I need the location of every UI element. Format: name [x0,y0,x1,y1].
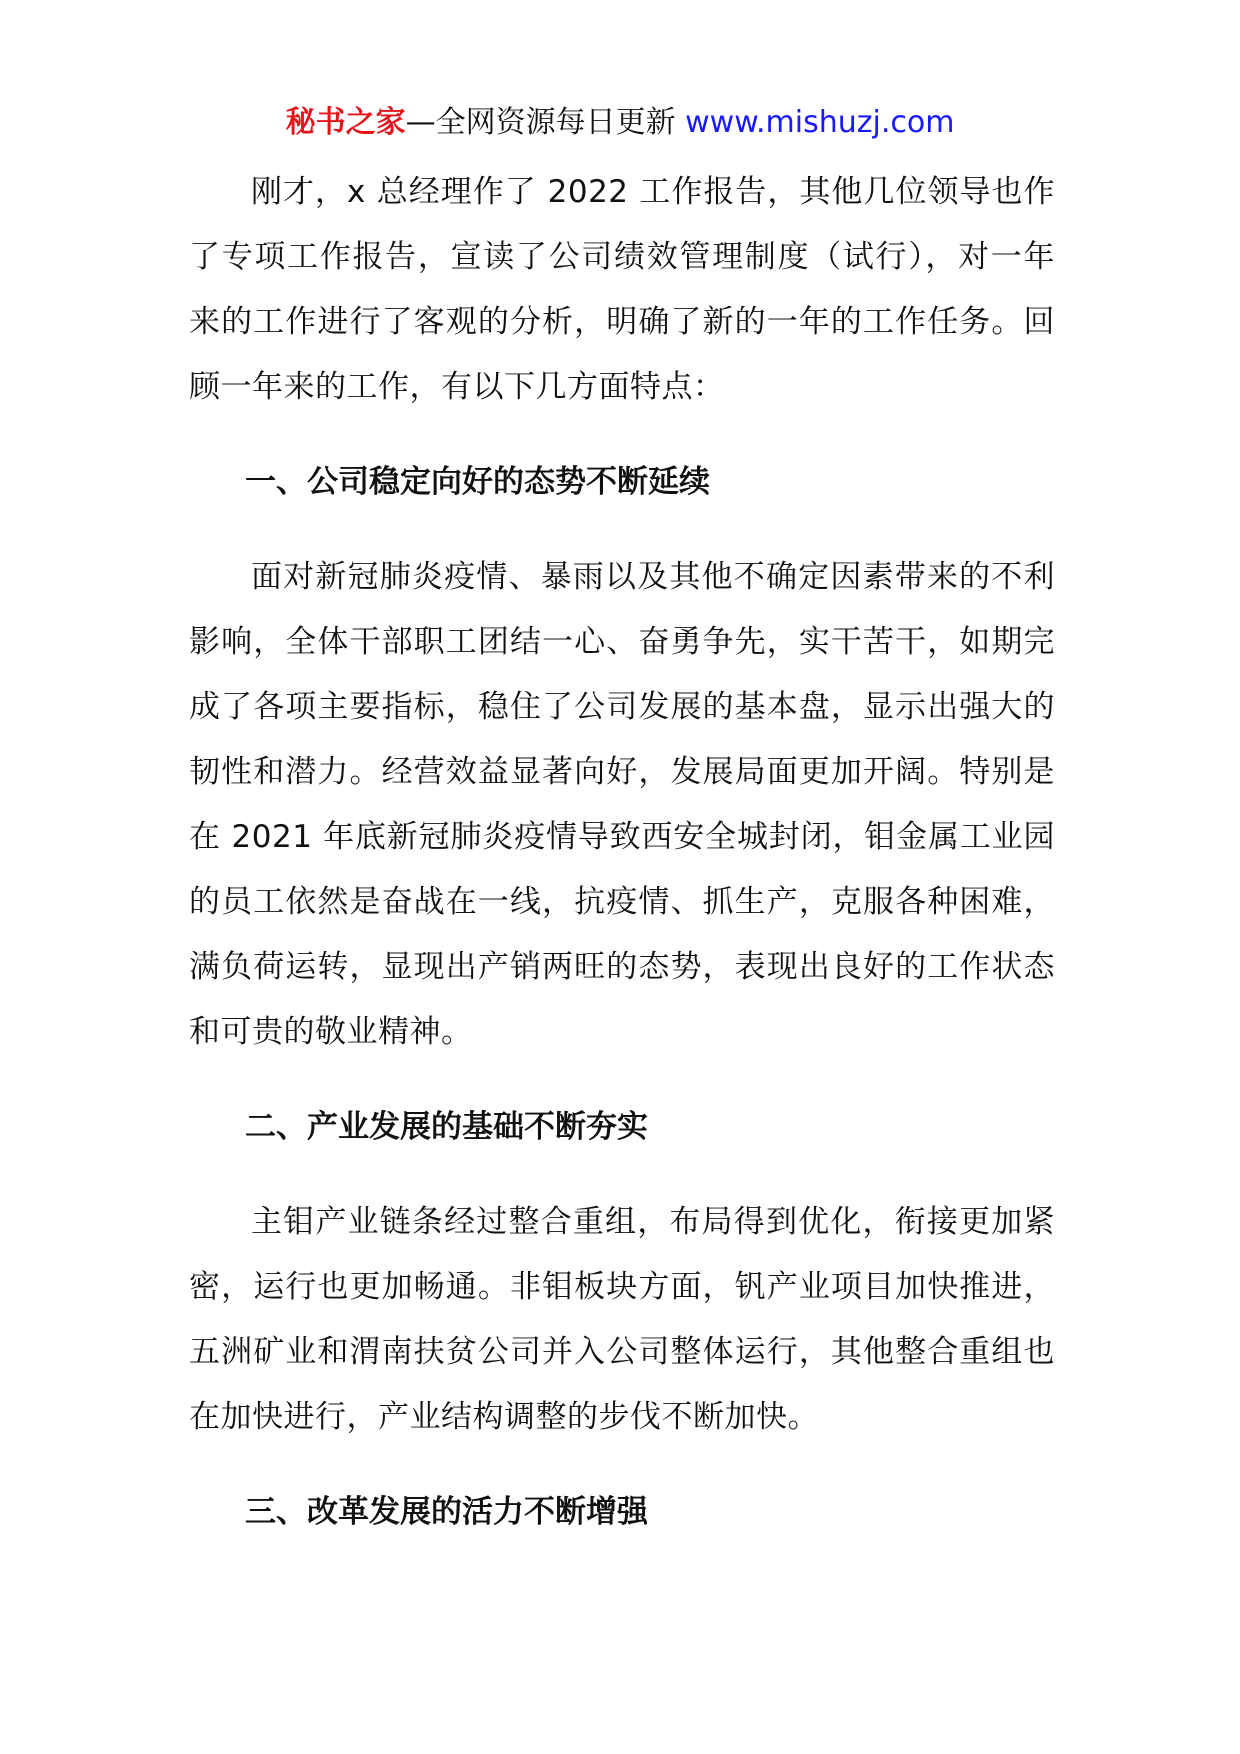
section-paragraph-1: 面对新冠肺炎疫情、暴雨以及其他不确定因素带来的不利影响，全体干部职工团结一心、奋勇争先，实干苦干，如期完成了各项主要指标，稳住了公司发展的基本盘，显示出强大的韧性和潜力。经营效益显著向好，发展局面更加开阔。特别是在 2021 年底新冠肺炎疫情导致西安全城封闭，钼金属工业园的员工依然是奋战在一线，抗疫情、抓生产，克服各种困难，满负荷运转，显现出产销两旺的态势，表现出良好的工作状态和可贵的敬业精神。 [189,559,1055,1050]
section-heading-2: 二、产业发展的基础不断夯实 [245,1109,648,1145]
section-paragraph-2: 主钼产业链条经过整合重组，布局得到优化，衔接更加紧密，运行也更加畅通。非钼板块方面，钒产业项目加快推进，五洲矿业和渭南扶贫公司并入公司整体运行，其他整合重组也在加快进行，产业结构调整的步伐不断加快。 [189,1204,1055,1435]
document-body [189,160,1055,1545]
header-site-link[interactable]: www.mishuzj.com [685,105,955,140]
intro-paragraph: 刚才，x 总经理作了 2022 工作报告，其他几位领导也作了专项工作报告，宣读了公司绩效管理制度（试行），对一年来的工作进行了客观的分析，明确了新的一年的工作任务。回顾一年来的工作，有以下几方面特点： [189,174,1055,405]
header-tagline: —全网资源每日更新 [405,105,686,140]
section-heading-3: 三、改革发展的活力不断增强 [245,1494,648,1530]
page-header [0,103,1240,143]
section-heading-1: 一、公司稳定向好的态势不断延续 [245,464,710,500]
header-brand: 秘书之家 [285,105,406,140]
